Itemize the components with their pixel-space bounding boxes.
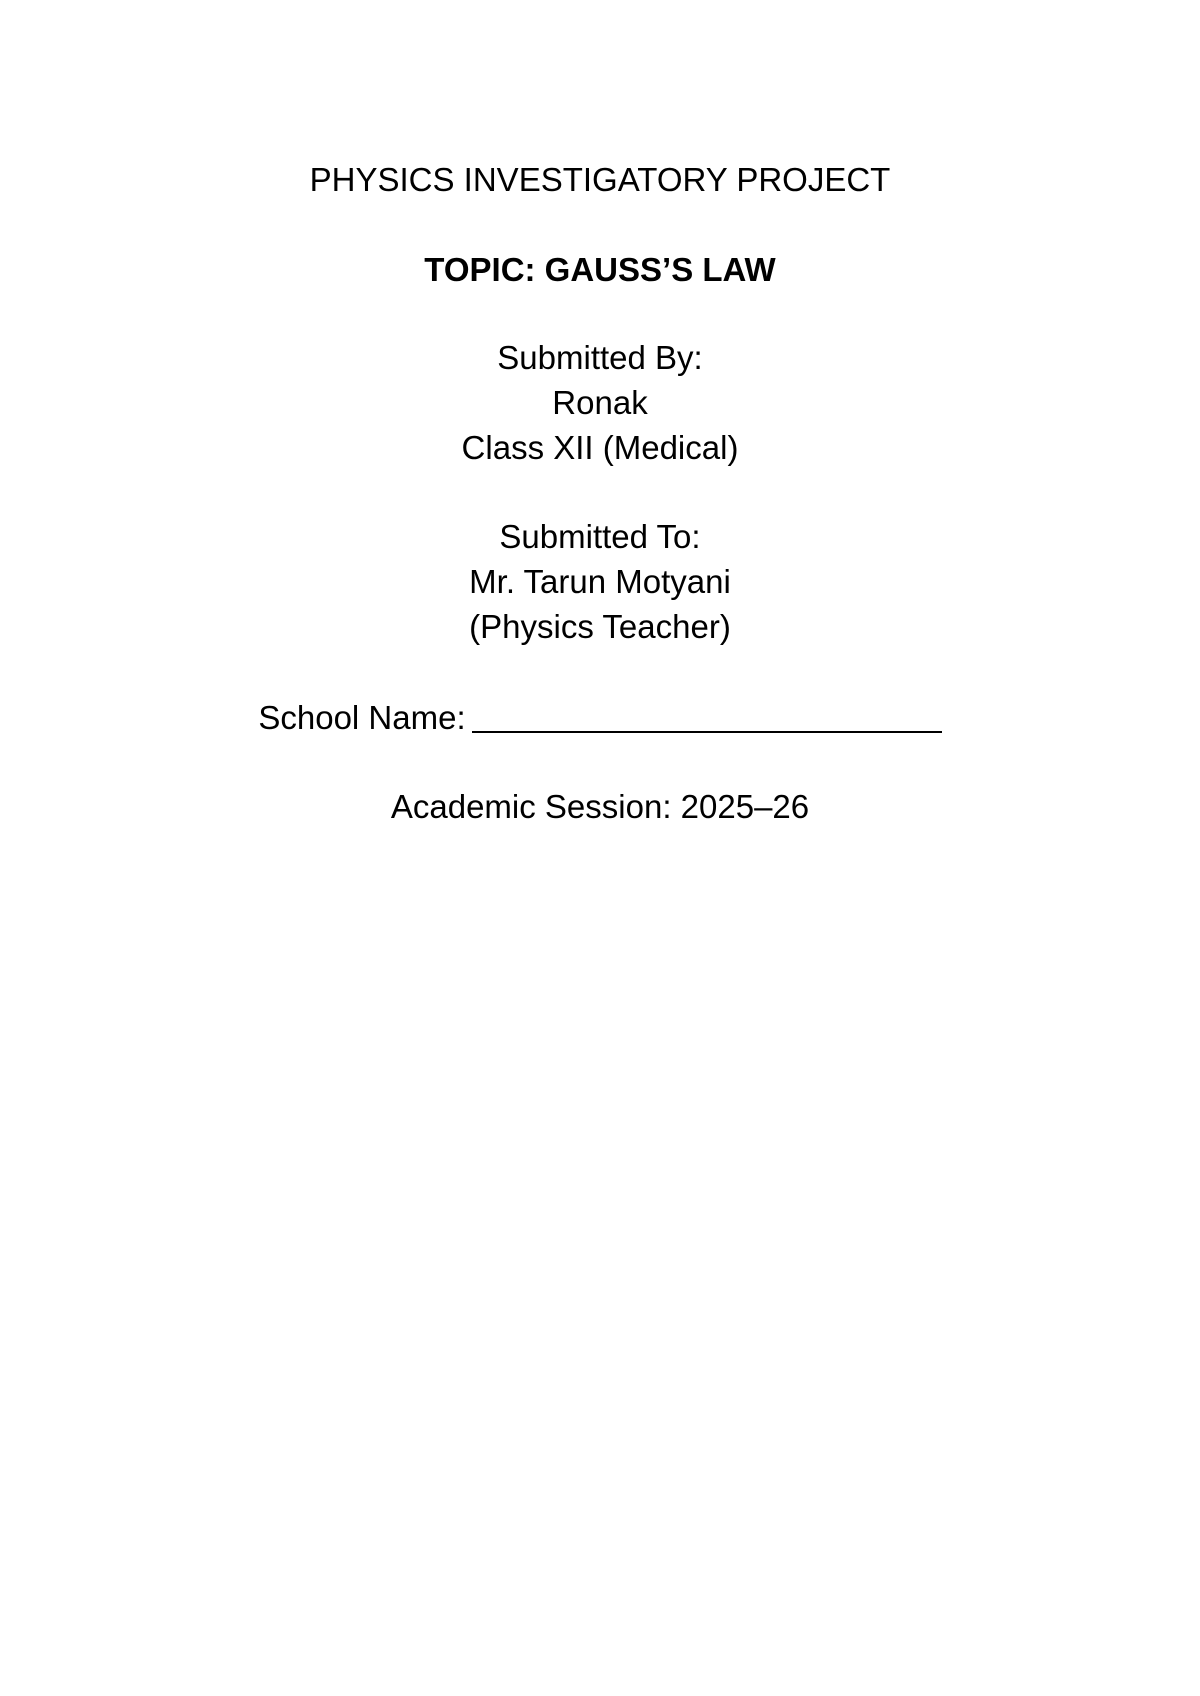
school-name-blank-line (472, 701, 942, 733)
student-class: Class XII (Medical) (461, 429, 739, 466)
teacher-name: Mr. Tarun Motyani (469, 563, 731, 600)
submitted-by-label: Submitted By: (497, 339, 703, 376)
student-name: Ronak (552, 384, 648, 421)
project-topic: TOPIC: GAUSS’S LAW (424, 251, 776, 288)
academic-session: Academic Session: 2025–26 (390, 788, 810, 825)
teacher-role: (Physics Teacher) (469, 608, 731, 645)
school-name-row (0, 697, 1200, 738)
submitted-to-label: Submitted To: (499, 518, 701, 555)
project-header: PHYSICS INVESTIGATORY PROJECT (309, 161, 891, 198)
school-name-label: School Name: (258, 699, 466, 736)
